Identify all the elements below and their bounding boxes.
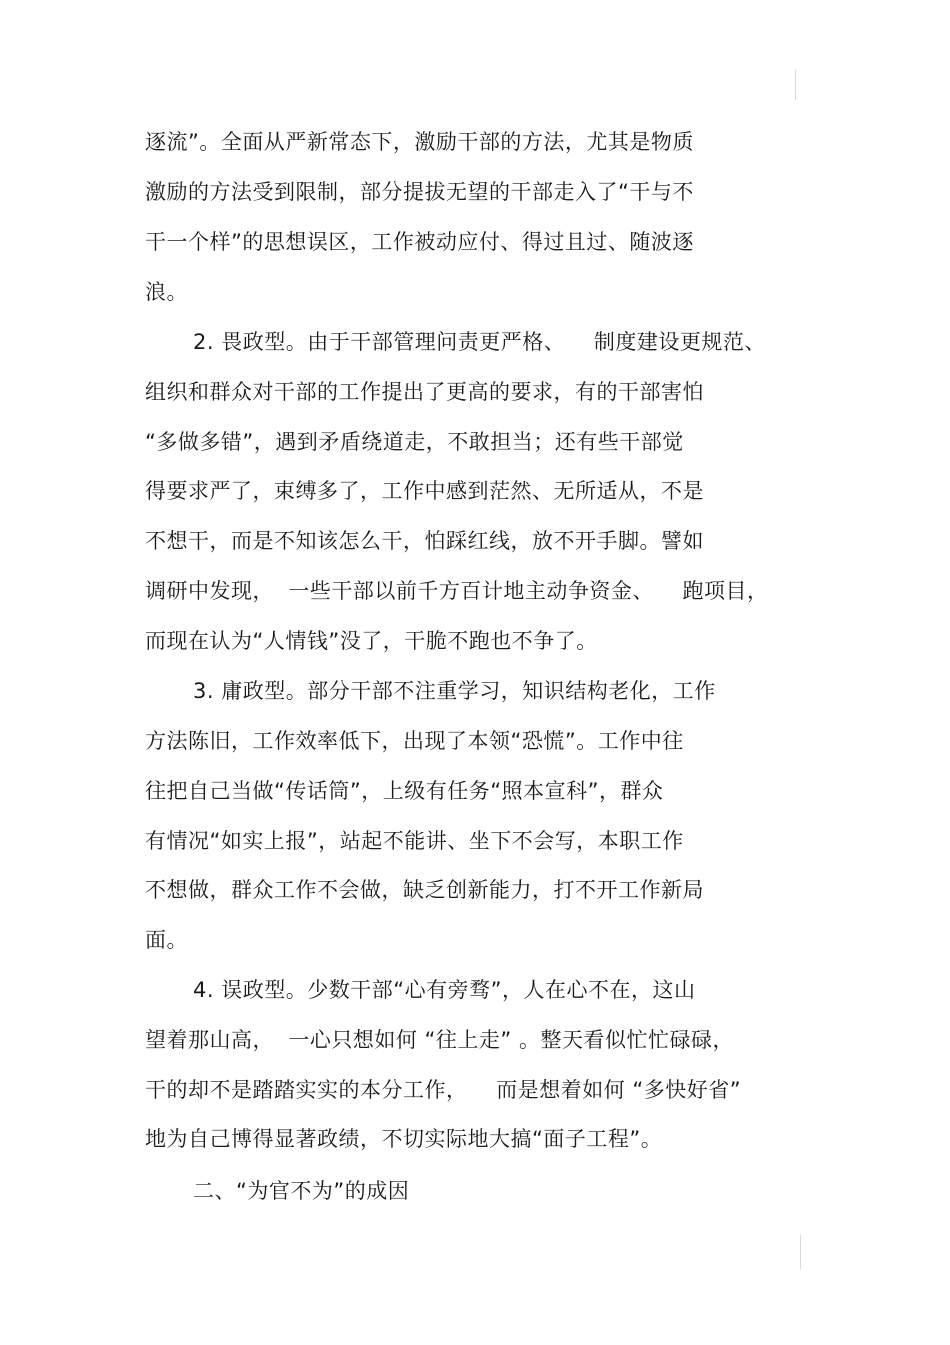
text-line: 不想干，而是不知该怎么干，怕踩红线，放不开手脚。譬如 — [145, 529, 704, 553]
paragraph-heading-4: 4. 误政型。少数干部“心有旁骛”，人在心不在，这山 — [193, 978, 696, 1002]
section-heading: 二、“为官不为”的成因 — [193, 1179, 410, 1203]
text-line: “多做多错”，遇到矛盾绕道走，不敢担当；还有些干部觉 — [145, 430, 684, 454]
paragraph-heading-3: 3. 庸政型。部分干部不注重学习，知识结构老化，工作 — [193, 679, 716, 703]
text-line: 得要求严了，束缚多了，工作中感到茫然、无所适从，不是 — [145, 479, 704, 503]
paragraph-heading-2: 2. 畏政型。由于干部管理问责更严格、 制度建设更规范、 — [193, 330, 766, 354]
text-line: 干的却不是踏踏实实的本分工作， 而是想着如何 “多快好省” — [145, 1078, 742, 1102]
page-edge-mark-top — [795, 70, 796, 100]
text-line: 浪。 — [145, 280, 188, 304]
text-line: 调研中发现， 一些干部以前千方百计地主动争资金、 跑项目， — [145, 579, 769, 603]
text-line: 干一个样”的思想误区，工作被动应付、得过且过、随波逐 — [145, 230, 694, 254]
text-line: 方法陈旧，工作效率低下，出现了本领“恐慌”。工作中往 — [145, 729, 684, 753]
text-line: 激励的方法受到限制，部分提拔无望的干部走入了“干与不 — [145, 180, 694, 204]
text-line: 组织和群众对干部的工作提出了更高的要求，有的干部害怕 — [145, 380, 704, 404]
page-edge-mark-bottom — [800, 1235, 801, 1269]
text-line: 而现在认为“人情钱”没了，干脆不跑也不争了。 — [145, 629, 598, 653]
text-line: 地为自己博得显著政绩，不切实际地大搞“面子工程”。 — [145, 1127, 663, 1151]
text-line: 往把自己当做“传话筒”，上级有任务“照本宣科”，群众 — [145, 779, 664, 803]
text-line: 望着那山高， 一心只想如何 “往上走” 。整天看似忙忙碌碌， — [145, 1028, 734, 1052]
text-line: 面。 — [145, 928, 188, 952]
text-line: 有情况“如实上报”，站起不能讲、坐下不会写，本职工作 — [145, 829, 684, 853]
text-line: 不想做，群众工作不会做，缺乏创新能力，打不开工作新局 — [145, 878, 704, 902]
text-line: 逐流”。全面从严新常态下，激励干部的方法，尤其是物质 — [145, 130, 694, 154]
